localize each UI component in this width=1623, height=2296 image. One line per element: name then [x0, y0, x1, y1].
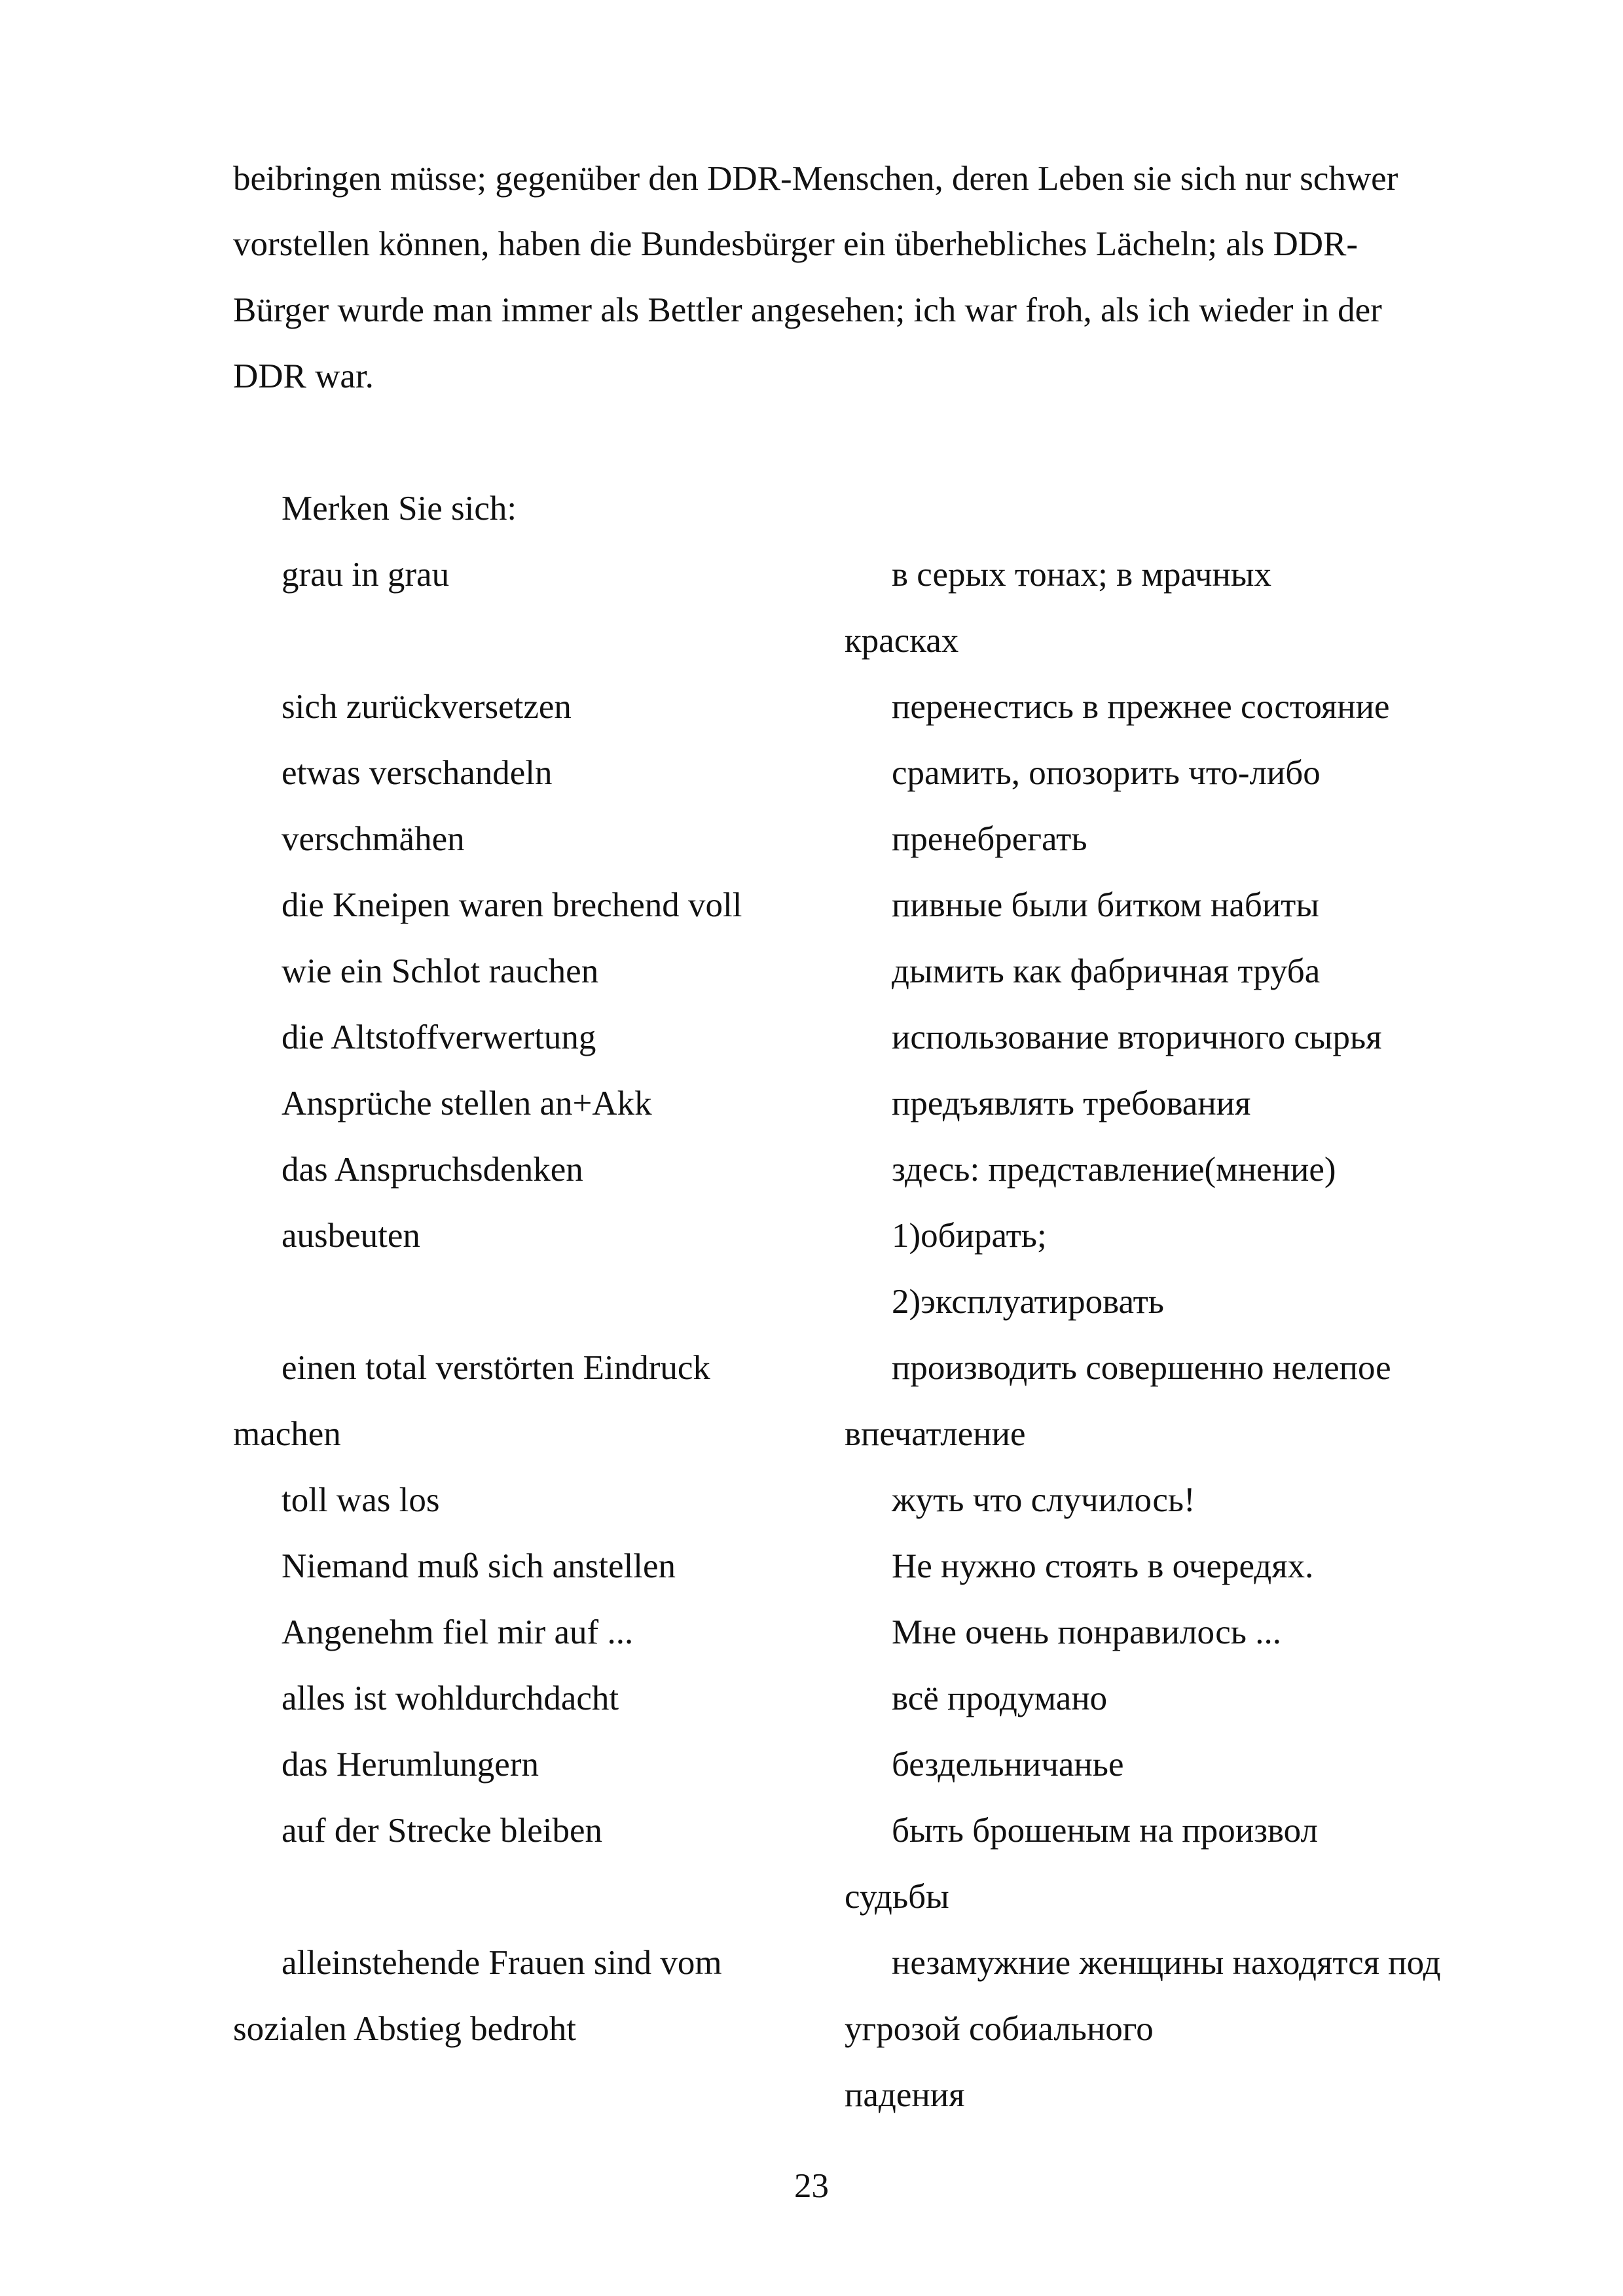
- vocab-ru: Мне очень понравилось ...: [892, 1613, 1281, 1651]
- vocab-ru: предъявлять требования: [892, 1085, 1251, 1122]
- vocab-ru: впечатление: [845, 1415, 1026, 1453]
- vocab-ru: пивные были битком набиты: [892, 886, 1319, 924]
- vocab-ru: Не нужно стоять в очередях.: [892, 1547, 1314, 1585]
- vocab-de: die Kneipen waren brechend voll: [282, 886, 742, 924]
- vocab-de: das Anspruchsdenken: [282, 1151, 583, 1189]
- vocab-de: Angenehm fiel mir auf ...: [282, 1613, 634, 1651]
- vocab-ru: угрозой собиального: [845, 2010, 1154, 2048]
- vocab-ru: 1)обирать;: [892, 1217, 1047, 1255]
- vocab-ru: незамужние женщины находятся под: [892, 1944, 1441, 1982]
- vocab-ru: пренебрегать: [892, 820, 1087, 858]
- vocab-ru: перенестись в прежнее состояние: [892, 688, 1390, 726]
- paragraph-line: vorstellen können, haben die Bundesbürger ein überhebliches Lächeln; als DDR-: [233, 225, 1359, 263]
- vocab-ru: в серых тонах; в мрачных: [892, 556, 1271, 594]
- vocab-de: auf der Strecke bleiben: [282, 1812, 603, 1850]
- vocab-de: das Herumlungern: [282, 1746, 539, 1784]
- vocab-de: toll was los: [282, 1481, 440, 1519]
- vocab-de: alleinstehende Frauen sind vom: [282, 1944, 722, 1982]
- vocab-ru: здесь: представление(мнение): [892, 1151, 1336, 1189]
- vocab-de: ausbeuten: [282, 1217, 420, 1255]
- paragraph-line: beibringen müsse; gegenüber den DDR-Menschen, deren Leben sie sich nur schwer: [233, 160, 1398, 198]
- vocab-de: alles ist wohldurchdacht: [282, 1679, 619, 1717]
- vocab-de: Niemand muß sich anstellen: [282, 1547, 676, 1585]
- vocab-ru: бездельничанье: [892, 1746, 1124, 1784]
- vocab-de: etwas verschandeln: [282, 754, 553, 792]
- vocab-ru: жуть что случилось!: [892, 1481, 1195, 1519]
- vocab-ru: падения: [845, 2076, 965, 2114]
- vocab-ru: срамить, опозорить что-либо: [892, 754, 1321, 792]
- vocab-ru: быть брошеным на произвол: [892, 1812, 1318, 1850]
- vocab-de: Ansprüche stellen an+Akk: [282, 1085, 652, 1122]
- vocab-ru: всё продумано: [892, 1679, 1108, 1717]
- vocab-de: einen total verstörten Eindruck: [282, 1349, 710, 1387]
- vocab-heading: Merken Sie sich:: [282, 490, 517, 528]
- vocab-de: verschmähen: [282, 820, 465, 858]
- vocab-ru: использование вторичного сырья: [892, 1018, 1382, 1056]
- vocab-ru: красках: [845, 622, 959, 660]
- paragraph-line: DDR war.: [233, 357, 374, 395]
- vocab-de: die Altstoffverwertung: [282, 1018, 596, 1056]
- vocab-de: wie ein Schlot rauchen: [282, 952, 599, 990]
- paragraph-line: Bürger wurde man immer als Bettler angesehen; ich war froh, als ich wieder in der: [233, 291, 1382, 329]
- page-number: 23: [794, 2167, 829, 2205]
- vocab-ru: 2)эксплуатировать: [892, 1283, 1164, 1321]
- vocab-de: sich zurückversetzen: [282, 688, 572, 726]
- vocab-de: machen: [233, 1415, 341, 1453]
- vocab-de: grau in grau: [282, 556, 450, 594]
- vocab-ru: судьбы: [845, 1878, 949, 1916]
- vocab-de: sozialen Abstieg bedroht: [233, 2010, 576, 2048]
- vocab-ru: дымить как фабричная труба: [892, 952, 1321, 990]
- vocab-ru: производить совершенно нелепое: [892, 1349, 1391, 1387]
